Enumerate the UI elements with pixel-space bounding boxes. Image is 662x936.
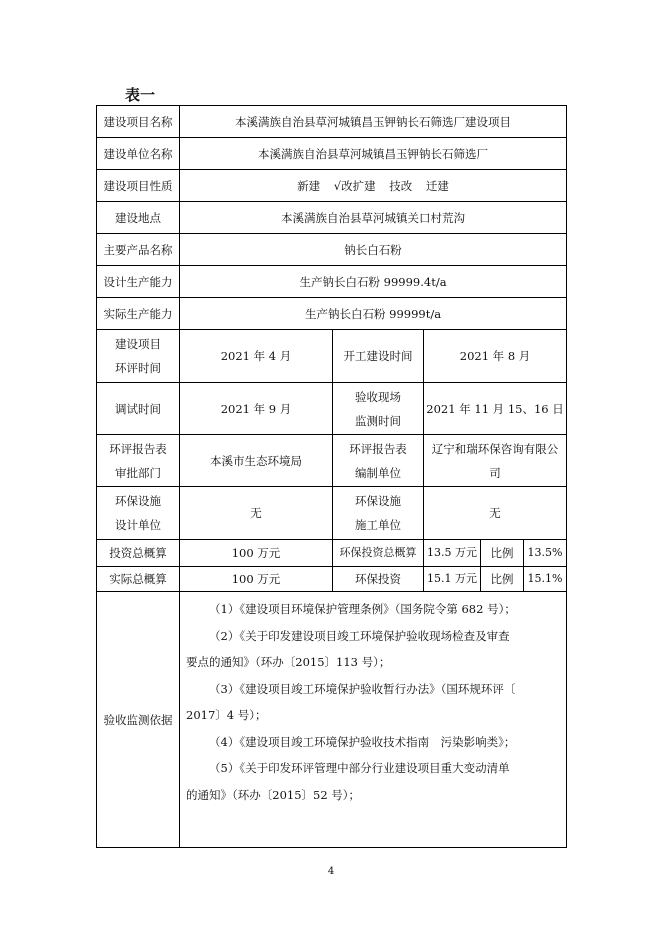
- value-line: 辽宁和瑞环保咨询有限公: [431, 441, 559, 456]
- label-line: 建设项目: [115, 337, 161, 351]
- table-row: [97, 592, 567, 848]
- basis-content: [180, 592, 567, 848]
- design-capacity-label: 设计生产能力: [97, 266, 180, 298]
- actual-capacity-value: 生产钠长白石粉 99999t/a: [180, 298, 567, 330]
- basis-line: 的通知》（环办〔2015〕52 号）；: [186, 787, 361, 802]
- table-row: [97, 234, 567, 266]
- label-line: 审批部门: [115, 465, 161, 480]
- table-row: [97, 383, 567, 435]
- location-value: 本溪满族自治县草河城镇关口村荒沟: [180, 202, 567, 234]
- label-line: 验收现场: [355, 389, 401, 404]
- env-investment-label: 环保投资总概算: [333, 540, 424, 567]
- project-name-value: 本溪满族自治县草河城镇昌玉钾钠长石筛选厂建设项目: [180, 106, 567, 138]
- trial-label: 调试时间: [97, 383, 180, 435]
- facility-build-label: [333, 487, 424, 540]
- table-row: [97, 202, 567, 234]
- compiler-value: [424, 435, 567, 487]
- label-line: 施工单位: [355, 518, 401, 532]
- start-time-value: 2021 年 8 月: [424, 330, 567, 383]
- investment-label: 投资总概算: [97, 540, 180, 567]
- actual-env-investment-label: 环保投资: [333, 567, 424, 592]
- basis-line: （5）《关于印发环评管理中部分行业建设项目重大变动清单: [209, 761, 510, 775]
- start-time-label: 开工建设时间: [333, 330, 424, 383]
- table-title: 表一: [125, 86, 156, 104]
- basis-line: （4）《建设项目竣工环境保护验收技术指南 污染影响类》；: [209, 734, 516, 749]
- facility-design-value: 无: [180, 487, 333, 540]
- label-line: 环评报告表: [349, 441, 407, 456]
- ratio-value: 15.1%: [524, 567, 567, 592]
- monitor-time-value: 2021 年 11 月 15、16 日: [424, 383, 567, 435]
- basis-line: （2）《关于印发建设项目竣工环境保护验收现场检查及审查: [209, 628, 510, 643]
- table-row: [97, 106, 567, 138]
- table-row: [97, 540, 567, 567]
- facility-design-label: [97, 487, 180, 540]
- ratio-value: 13.5%: [524, 540, 567, 567]
- label-line: 环评报告表: [109, 441, 167, 456]
- table-row: [97, 170, 567, 202]
- trial-value: 2021 年 9 月: [180, 383, 333, 435]
- location-label: 建设地点: [97, 202, 180, 234]
- actual-investment-value: 100 万元: [180, 567, 333, 592]
- page-number: 4: [327, 866, 335, 877]
- unit-name-label: 建设单位名称: [97, 138, 180, 170]
- table-row: [97, 435, 567, 487]
- eia-time-label: [97, 330, 180, 383]
- nature-value: 新建 √改扩建 技改 迁建: [180, 170, 567, 202]
- eia-time-value: 2021 年 4 月: [180, 330, 333, 383]
- approval-label: [97, 435, 180, 487]
- basis-line: 2017〕4 号）；: [186, 708, 267, 722]
- monitor-time-label: [333, 383, 424, 435]
- label-line: 设计单位: [115, 518, 161, 532]
- env-investment-value: 13.5 万元: [424, 540, 481, 567]
- approval-value: 本溪市生态环境局: [180, 435, 333, 487]
- table-row: [97, 138, 567, 170]
- product-label: 主要产品名称: [97, 234, 180, 266]
- label-line: 监测时间: [355, 413, 401, 428]
- investment-value: 100 万元: [180, 540, 333, 567]
- project-name-label: 建设项目名称: [97, 106, 180, 138]
- design-capacity-value: 生产钠长白石粉 99999.4t/a: [180, 266, 567, 298]
- product-value: 钠长白石粉: [180, 234, 567, 266]
- label-line: 编制单位: [355, 465, 401, 480]
- facility-build-value: 无: [424, 487, 567, 540]
- basis-line: （1）《建设项目环境保护管理条例》（国务院令第 682 号）；: [209, 602, 516, 616]
- basis-line: （3）《建设项目竣工环境保护验收暂行办法》（国环规环评〔: [209, 681, 516, 696]
- compiler-label: [333, 435, 424, 487]
- label-line: 环保设施: [355, 494, 401, 508]
- table-row: [97, 330, 567, 383]
- nature-label: 建设项目性质: [97, 170, 180, 202]
- table-row: [97, 567, 567, 592]
- table-row: [97, 487, 567, 540]
- ratio-label: 比例: [481, 567, 524, 592]
- unit-name-value: 本溪满族自治县草河城镇昌玉钾钠长石筛选厂: [180, 138, 567, 170]
- basis-label: 验收监测依据: [97, 592, 180, 848]
- basis-line: 要点的通知》（环办〔2015〕113 号）；: [186, 655, 391, 669]
- project-info-table: [96, 105, 567, 848]
- ratio-label: 比例: [481, 540, 524, 567]
- actual-env-investment-value: 15.1 万元: [424, 567, 481, 592]
- actual-capacity-label: 实际生产能力: [97, 298, 180, 330]
- label-line: 环评时间: [115, 361, 161, 375]
- table-row: [97, 266, 567, 298]
- value-line: 司: [489, 465, 501, 480]
- table-row: [97, 298, 567, 330]
- actual-investment-label: 实际总概算: [97, 567, 180, 592]
- label-line: 环保设施: [115, 494, 161, 508]
